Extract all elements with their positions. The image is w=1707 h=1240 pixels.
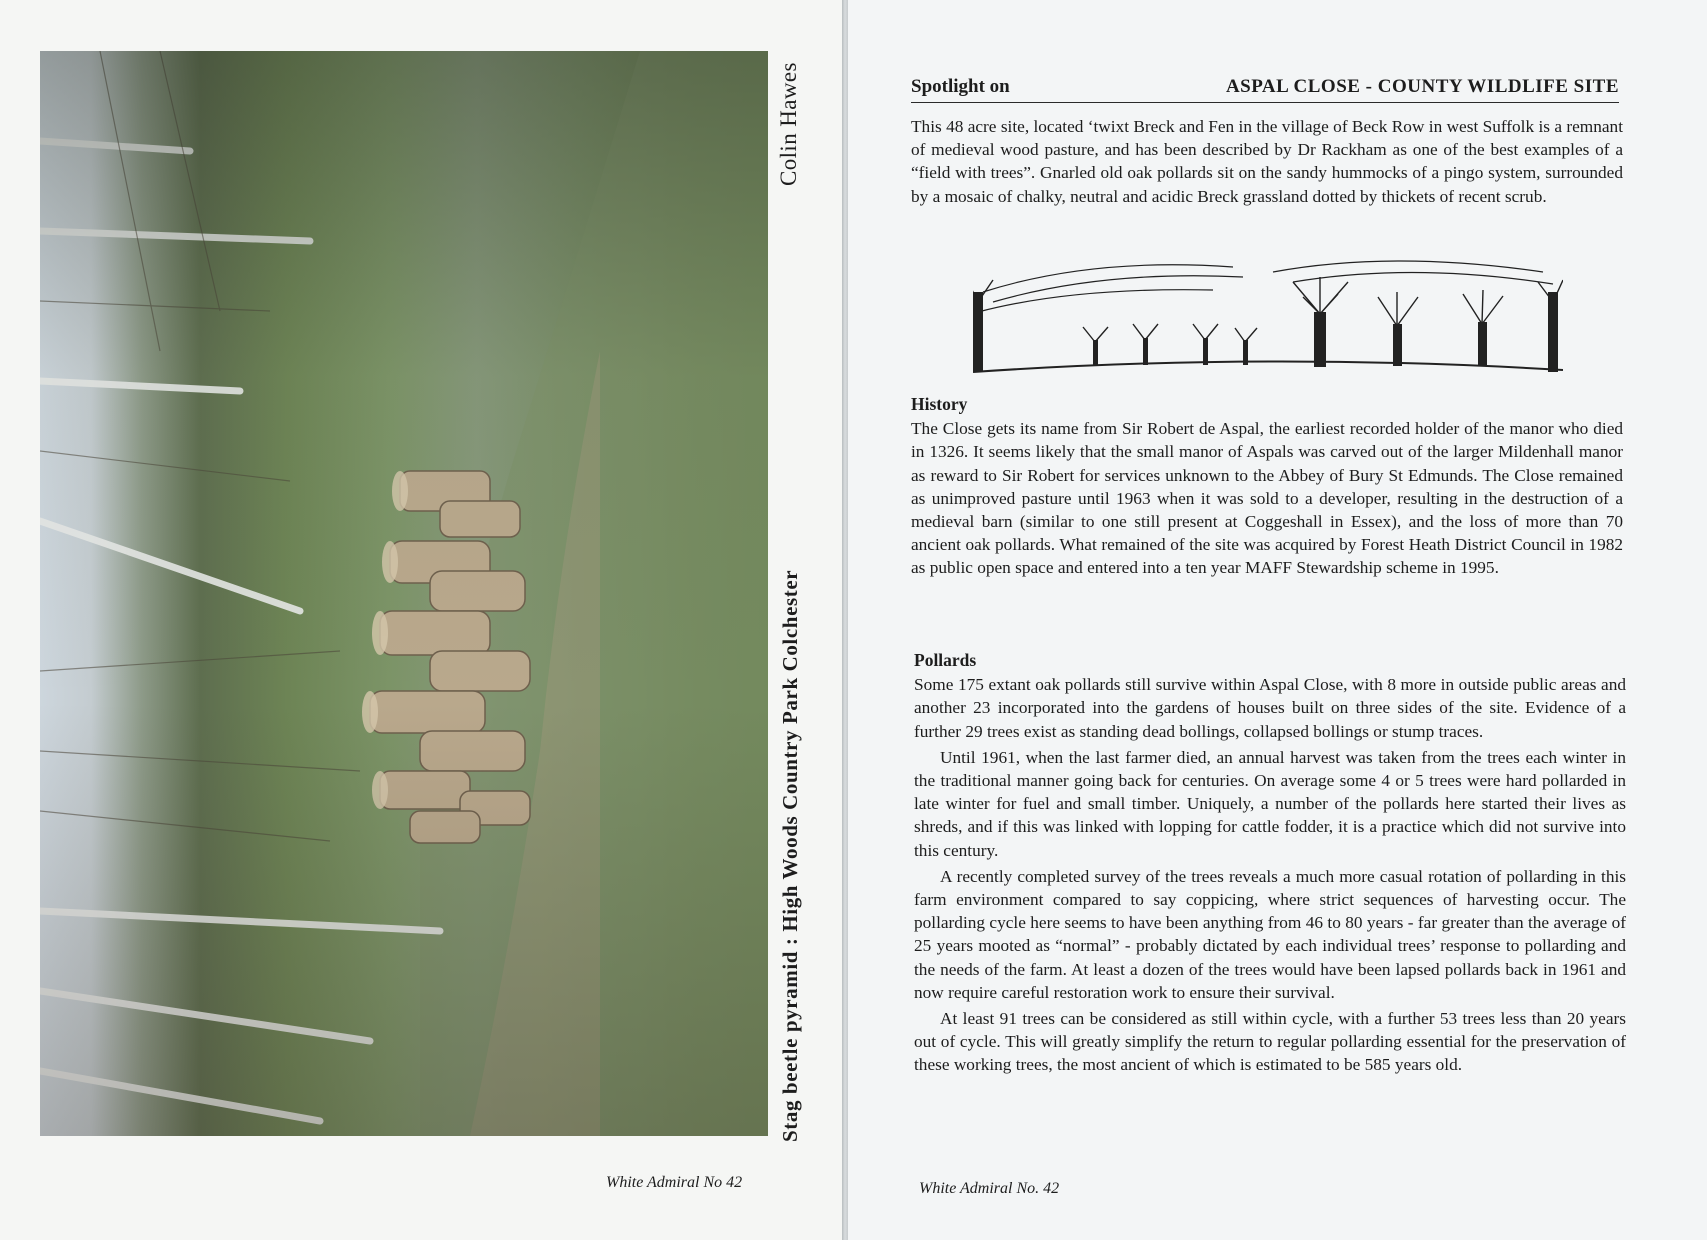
history-section	[911, 393, 1623, 580]
pollards-paragraph-2: Until 1961, when the last farmer died, an annual harvest was taken from the trees each winter in the traditional manner going back for centuries. On average some 4 or 5 trees were hard pollarded in late winter for fuel and small timber. Uniquely, a number of the pollards here started their lives as shreds, and if this was linked with lopping for cattle fodder, it is a practice which did not survive into this century.	[914, 747, 1626, 860]
photo-credit: Colin Hawes	[776, 62, 801, 186]
photo-caption: Stag beetle pyramid : High Woods Country Park Colchester	[778, 569, 802, 1142]
stag-beetle-pyramid-photo	[40, 51, 768, 1136]
pollards-section	[914, 649, 1626, 1077]
header-kicker: Spotlight on	[911, 76, 1010, 97]
intro-text: This 48 acre site, located ‘twixt Breck and Fen in the village of Beck Row in west Suffolk is a remnant of medieval wood pasture, and has been described by Dr Rackham as one of the best examples of a “field with trees”. Gnarled old oak pollards sit on the sandy hummocks of a pingo system, surrounded by a mosaic of chalky, neutral and acidic Breck grassland dotted by thickets of recent scrub.	[911, 117, 1623, 206]
pollards-paragraph-3: A recently completed survey of the trees reveals a much more casual rotation of pollarding in this farm environment compared to say coppicing, where strict sequences of harvesting occur. The pollarding cycle here seems to have been anything from 46 to 80 years - far greater than the average of 25 years mooted as “normal” - probably dictated by each individual trees’ response to pollarding and the needs of the farm. At least a dozen of the trees would have been lapsed pollards back in 1961 and now require careful restoration work to ensure their survival.	[914, 866, 1626, 1002]
left-page	[0, 0, 842, 1240]
history-text: The Close gets its name from Sir Robert de Aspal, the earliest recorded holder of the manor who died in 1326. It seems likely that the small manor of Aspals was carved out of the larger Mildenhall manor as reward to Sir Robert for services unknown to the Abbey of Bury St Edmunds. The Close remained as unimproved pasture until 1963 when it was sold to a developer, resulting in the destruction of a medieval barn (similar to one still present at Coggeshall in Essex), and the loss of more than 70 ancient oak pollards. What remained of the site was acquired by Forest Heath District Council in 1982 as public open space and entered into a ten year MAFF Stewardship scheme in 1995.	[911, 419, 1623, 578]
pollards-paragraph-1: Some 175 extant oak pollards still survive within Aspal Close, with 8 more in outside public areas and another 23 incorporated into the gardens of houses built on three sides of the site. Evidence of a further 29 trees exist as standing dead bollings, collapsed bollings or stump traces.	[914, 675, 1626, 741]
article-header	[911, 72, 1619, 103]
right-page	[848, 0, 1707, 1240]
history-heading: History	[911, 394, 968, 414]
right-page-footer: White Admiral No. 42	[919, 1180, 1060, 1197]
pollard-landscape-sketch	[973, 252, 1563, 382]
pollards-heading: Pollards	[914, 650, 977, 670]
article-title: ASPAL CLOSE - COUNTY WILDLIFE SITE	[1225, 76, 1619, 97]
intro-paragraph	[911, 115, 1623, 208]
pollards-paragraph-4: At least 91 trees can be considered as still within cycle, with a further 53 trees less than 20 years out of cycle. This will greatly simplify the return to regular pollarding essential for the preservation of these working trees, the most ancient of which is estimated to be 585 years old.	[914, 1009, 1626, 1075]
photo-shading	[40, 51, 768, 1136]
left-page-footer: White Admiral No 42	[606, 1174, 743, 1191]
